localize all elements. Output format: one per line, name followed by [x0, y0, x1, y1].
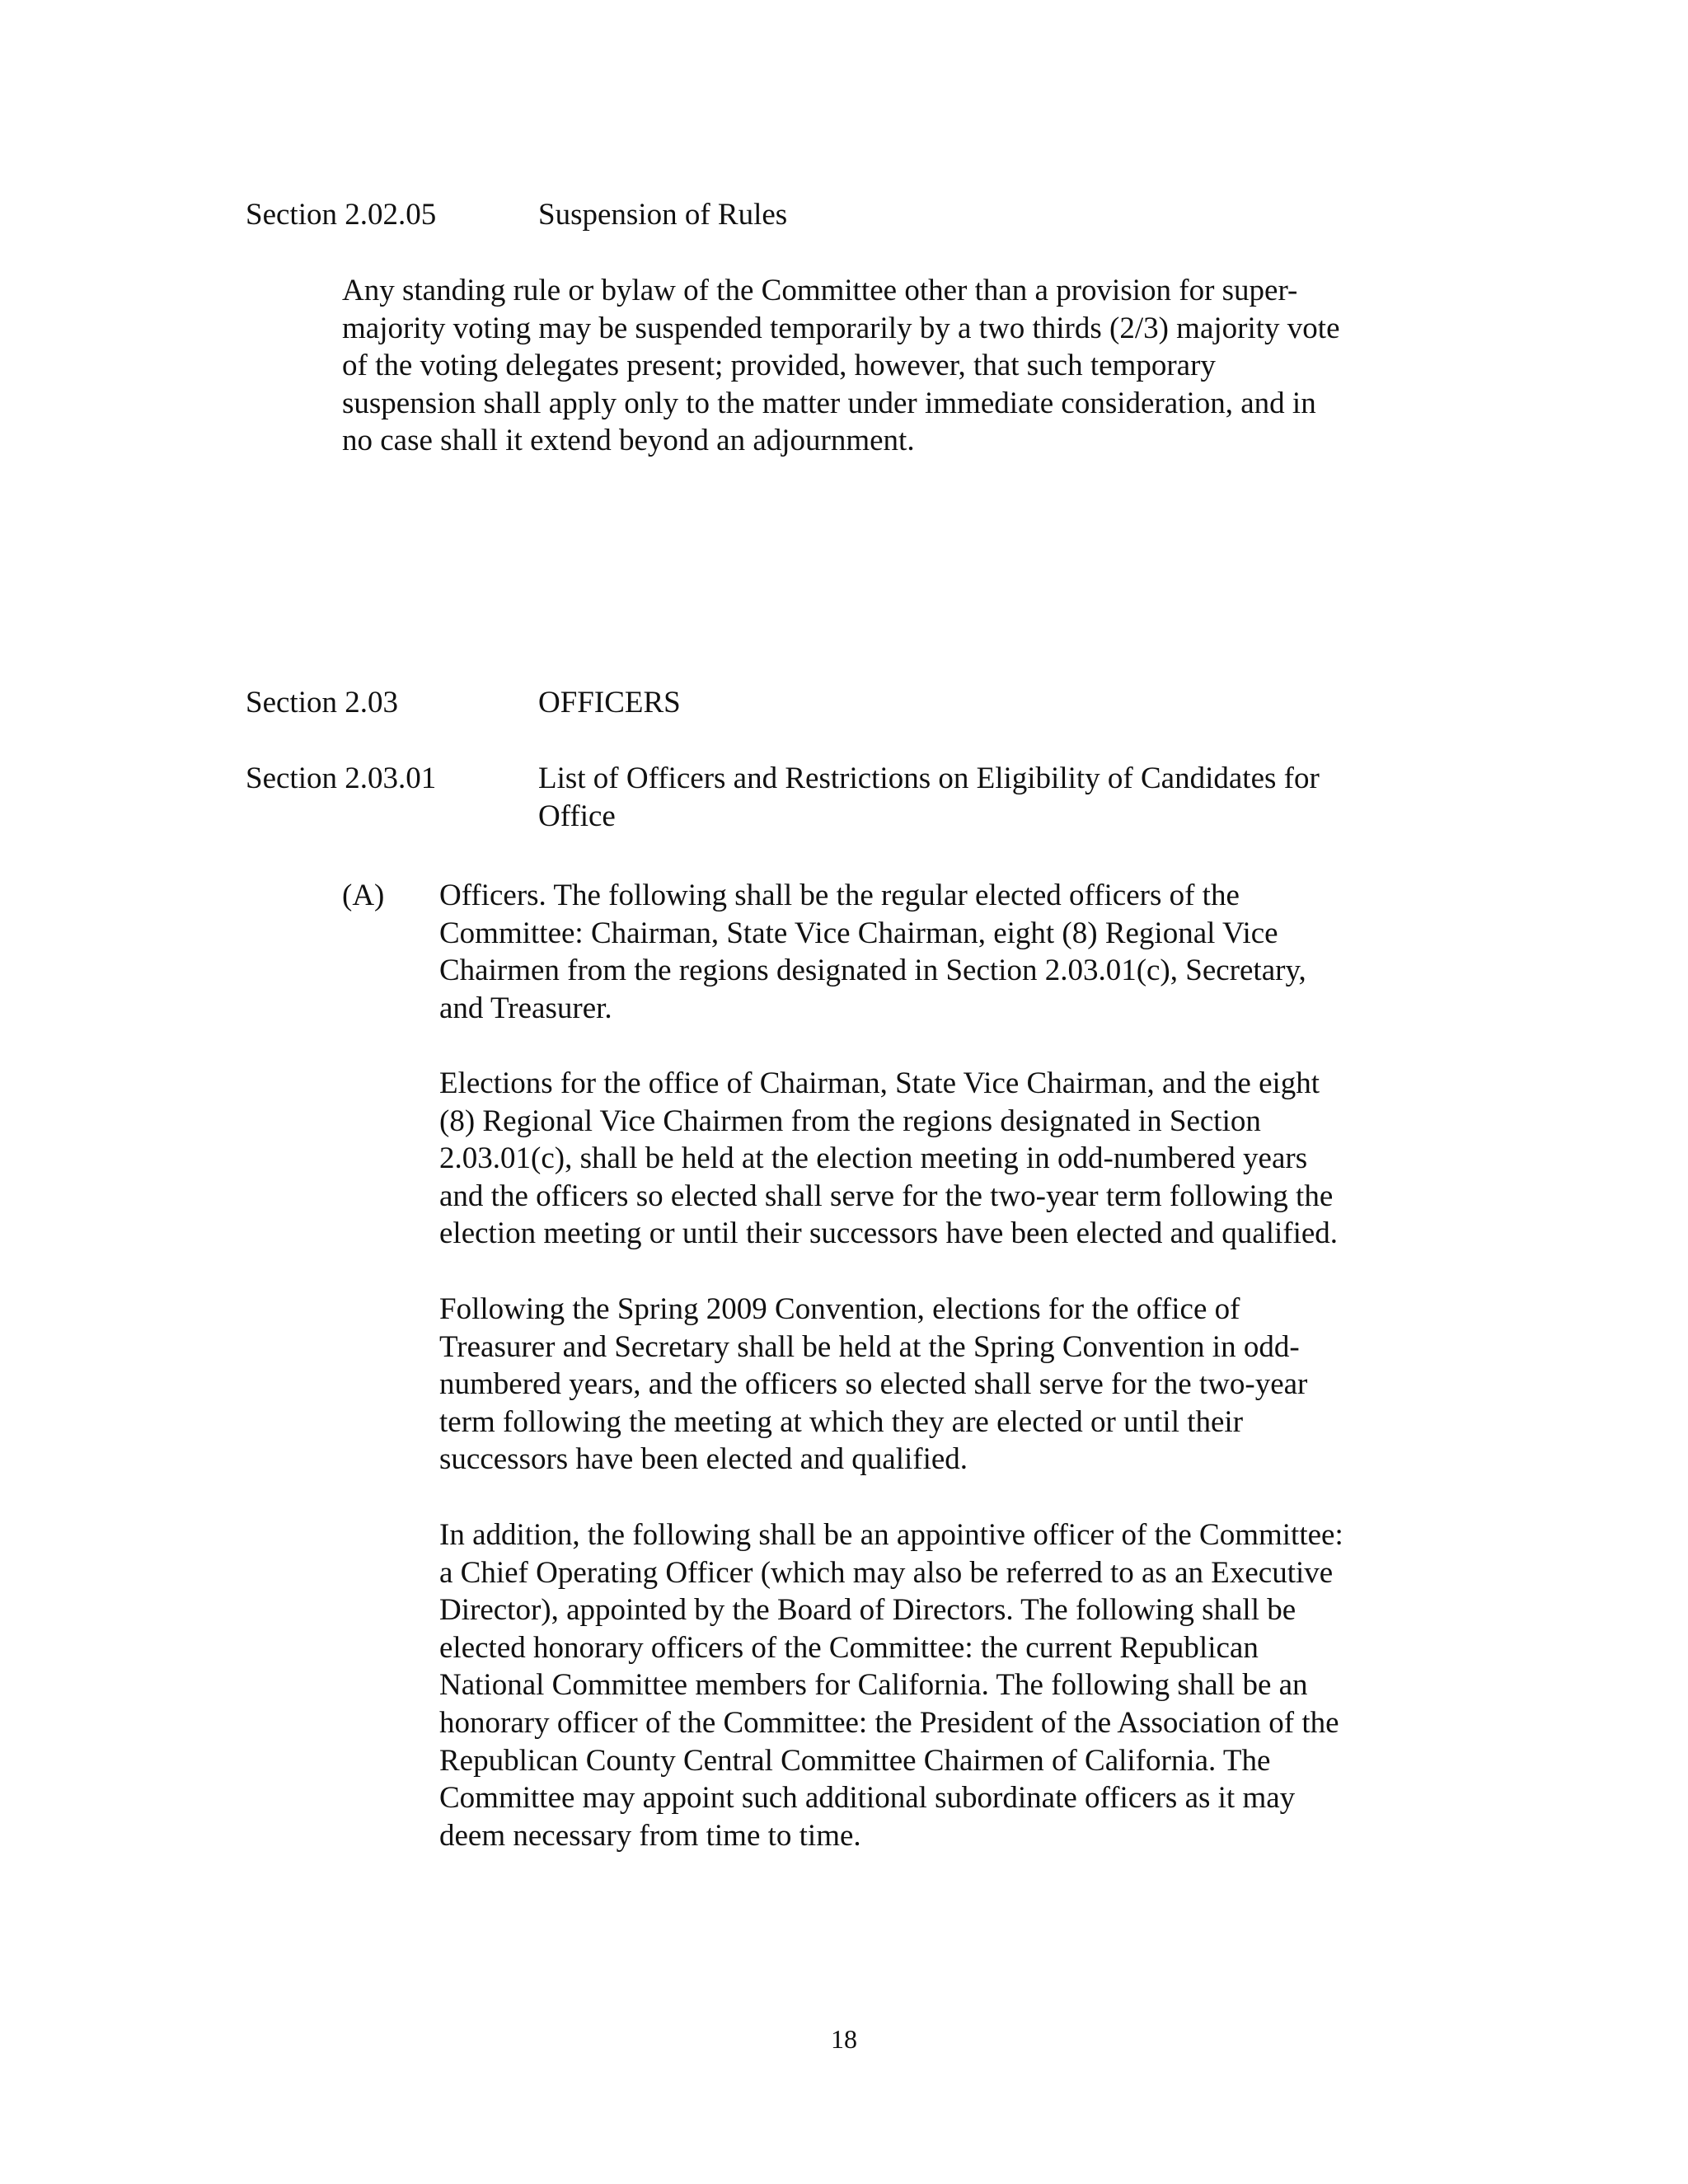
body-line: deem necessary from time to time. [439, 1818, 861, 1853]
body-line: Committee: Chairman, State Vice Chairman, eight (8) Regional Vice [439, 916, 1278, 950]
body-line: honorary officer of the Committee: the President of the Association of the [439, 1705, 1339, 1740]
body-line: 2.03.01(c), shall be held at the election meeting in odd-numbered years [439, 1141, 1308, 1176]
body-line: Treasurer and Secretary shall be held at the Spring Convention in odd- [439, 1329, 1300, 1364]
body-line: and the officers so elected shall serve for the two-year term following the [439, 1179, 1334, 1213]
body-line: successors have been elected and qualified. [439, 1442, 968, 1477]
body-line: and Treasurer. [439, 991, 612, 1025]
body-line: Any standing rule or bylaw of the Committee other than a provision for super- [342, 274, 1298, 307]
section-title: OFFICERS [538, 686, 681, 719]
body-line: (8) Regional Vice Chairmen from the regions designated in Section [439, 1104, 1261, 1138]
body-line: Elections for the office of Chairman, State Vice Chairman, and the eight [439, 1066, 1320, 1100]
section-title [538, 760, 1412, 835]
body-line: of the voting delegates present; provided, however, that such temporary [342, 349, 1216, 383]
section-title-line: List of Officers and Restrictions on Eligibility of Candidates for [538, 762, 1320, 795]
section-2-03-01-heading [246, 760, 1482, 842]
item-a-paragraph-1 [439, 877, 1461, 1027]
body-line: Officers. The following shall be the regular elected officers of the [439, 879, 1240, 912]
item-a-paragraph-3 [439, 1291, 1461, 1479]
body-line: In addition, the following shall be an appointive officer of the Committee: [439, 1518, 1343, 1552]
section-2-02-05-heading [246, 196, 1482, 237]
section-2-02-05-body [342, 272, 1430, 460]
section-title-line: Office [538, 799, 616, 833]
body-line: Following the Spring 2009 Convention, elections for the office of [439, 1292, 1240, 1326]
item-a-label: (A) [342, 879, 385, 912]
item-a-paragraph-2 [439, 1065, 1461, 1253]
body-line: term following the meeting at which they are elected or until their [439, 1404, 1244, 1439]
section-number: Section 2.03.01 [246, 762, 437, 795]
body-line: numbered years, and the officers so elected shall serve for the two-year [439, 1367, 1308, 1402]
body-line: a Chief Operating Officer (which may also be referred to as an Executive [439, 1555, 1334, 1590]
section-number: Section 2.02.05 [246, 198, 437, 232]
body-line: no case shall it extend beyond an adjournment. [342, 424, 915, 458]
body-line: Committee may appoint such additional subordinate officers as it may [439, 1781, 1296, 1816]
item-a-paragraph-4 [439, 1516, 1461, 1854]
body-line: Republican County Central Committee Chairmen of California. The [439, 1743, 1271, 1778]
body-line: majority voting may be suspended temporarily by a two thirds (2/3) majority vote [342, 311, 1340, 345]
body-line: Chairmen from the regions designated in Section 2.03.01(c), Secretary, [439, 954, 1306, 988]
body-line: election meeting or until their successors have been elected and qualified. [439, 1216, 1339, 1251]
section-number: Section 2.03 [246, 686, 398, 719]
section-title: Suspension of Rules [538, 198, 788, 232]
body-line: elected honorary officers of the Committee: the current Republican [439, 1630, 1259, 1665]
body-line: National Committee members for California. The following shall be an [439, 1668, 1308, 1703]
section-2-03-heading [246, 684, 1482, 725]
page-number: 18 [831, 2024, 857, 2054]
body-line: Director), appointed by the Board of Directors. The following shall be [439, 1593, 1296, 1628]
body-line: suspension shall apply only to the matter under immediate consideration, and in [342, 386, 1316, 420]
